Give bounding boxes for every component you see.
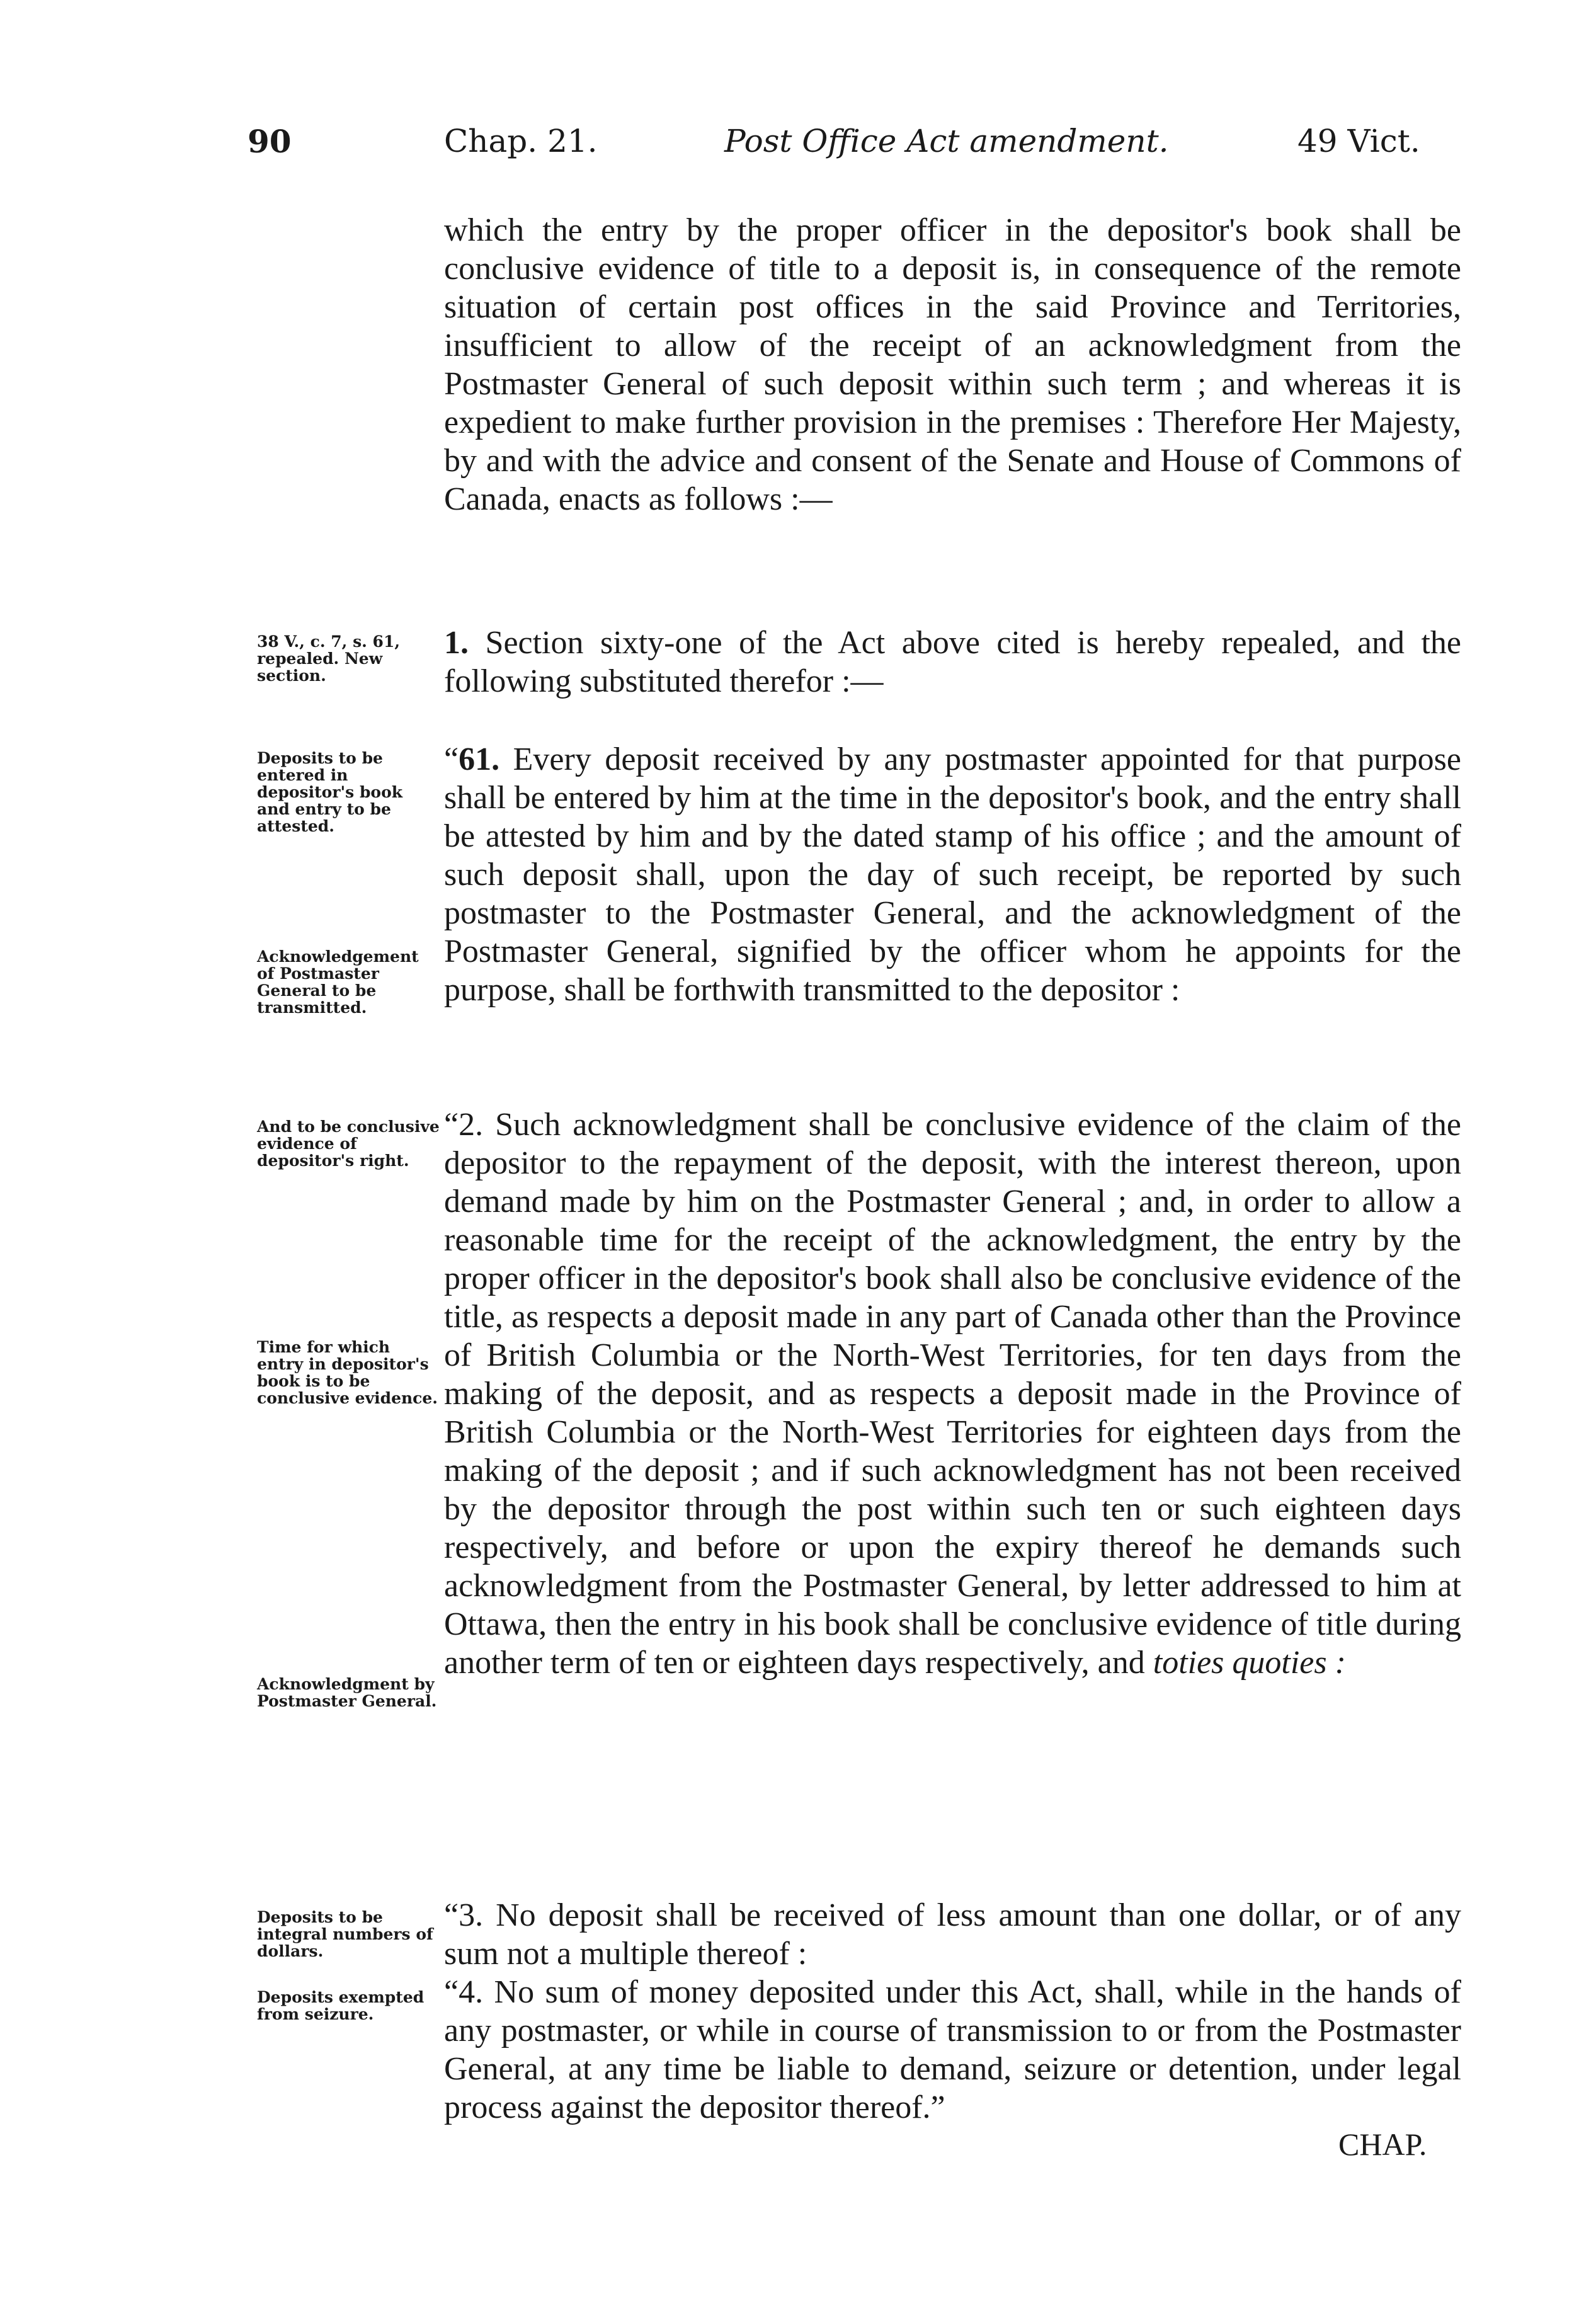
chapter-label: Chap. 21. xyxy=(444,123,598,159)
subsection-text: “2. Such acknowledgment shall be conclusive evidence of the claim of the depositor to the repayment of the deposit, with the interest thereon, upon demand made by him on the Postmaster General ; and, in order to allow a reasonable time for the receipt of the acknowledgment, the entry by the proper officer in the depositor's book shall also be conclusive evidence of the title, as respects a deposit made in any part of Canada other than the Province of British Columbia or the North-West Territories, for ten days from the making of the deposit, and as respects a deposit made in the Province of British Columbia or the North-West Territories for eighteen days from the making of the deposit ; and if such acknowledgment has not been received by the depositor through the post within such ten or such eighteen days respectively, and before or upon the expiry thereof he demands such acknowledgment from the Postmaster General, by letter addressed to him at Ottawa, then the entry in his book shall be conclusive evidence of title during another term of ten or eighteen days respectively, and xyxy=(444,1107,1461,1681)
margin-note-text: Acknowledgment by Postmaster General. xyxy=(257,1675,437,1710)
subsection-3-paragraph xyxy=(444,1896,1461,1973)
margin-note-text: Deposits to be integral numbers of dollars. xyxy=(257,1908,433,1960)
subsection-2-paragraph xyxy=(444,1106,1461,1682)
margin-note-acknowledgement xyxy=(257,948,440,1016)
margin-note-deposits-entered xyxy=(257,750,440,835)
margin-note-integral-dollars xyxy=(257,1909,440,1960)
catchword: CHAP. xyxy=(1338,2127,1427,2162)
margin-note-acknowledgment-by-pmg xyxy=(257,1676,440,1710)
subsection-text: “3. No deposit shall be received of less amount than one dollar, or of any sum not a multiple thereof : xyxy=(444,1897,1461,1972)
section-number: 1. xyxy=(444,625,469,661)
open-quote: “ xyxy=(444,741,459,777)
margin-note-text: And to be conclusive evidence of depositor's right. xyxy=(257,1117,440,1170)
running-title: Post Office Act amendment. xyxy=(724,123,1169,159)
preamble-paragraph xyxy=(444,211,1461,518)
section-1-paragraph xyxy=(444,624,1461,700)
section-61-paragraph xyxy=(444,740,1461,1009)
margin-note-text: Time for which entry in depositor's book is to be conclusive evidence. xyxy=(257,1338,438,1407)
page-number: 90 xyxy=(248,123,292,160)
margin-note-repeal xyxy=(257,633,440,684)
preamble-text: which the entry by the proper officer in the depositor's book shall be conclusive evidence of title to a deposit is, in consequence of the remote situation of certain post offices in the said Province and Territories, insufficient to allow of the receipt of an acknowledgment from the Postmaster General of such deposit within such term ; and whereas it is expedient to make further provision in the premises : Therefore Her Majesty, by and with the advice and consent of the Senate and House of Commons of Canada, enacts as follows :— xyxy=(444,212,1461,517)
margin-note-text: 38 V., c. 7, s. 61, repealed. New section. xyxy=(257,632,401,685)
margin-note-text: Deposits exempted from seizure. xyxy=(257,1988,425,2023)
margin-note-conclusive-evidence xyxy=(257,1118,440,1169)
section-number: 61. xyxy=(459,741,500,777)
margin-note-exempt-seizure xyxy=(257,1989,440,2023)
section-text: Section sixty-one of the Act above cited is hereby repealed, and the following substituted therefor :— xyxy=(444,625,1461,699)
subsection-text: “4. No sum of money deposited under this Act, shall, while in the hands of any postmaster, or while in course of transmission to or from the Postmaster General, at any time be liable to demand, seizure or detention, under legal process against the depositor thereof.” xyxy=(444,1974,1461,2125)
subsection-4-paragraph xyxy=(444,1973,1461,2127)
page-header xyxy=(0,123,1596,180)
margin-note-text: Deposits to be entered in depositor's book and entry to be attested. xyxy=(257,749,403,835)
margin-note-time-for-entry xyxy=(257,1339,440,1407)
section-text: Every deposit received by any postmaster appointed for that purpose shall be entered by him at the time in the depositor's book, and the entry shall be attested by him and by the dated stamp of his office ; and the amount of such deposit shall, upon the day of such receipt, be reported by such postmaster to the Postmaster General, and the acknowledgment of the Postmaster General, signified by the officer whom he appoints for the purpose, shall be forthwith transmitted to the depositor : xyxy=(444,741,1461,1008)
latin-phrase: toties quoties : xyxy=(1153,1645,1346,1681)
reign-label: 49 Vict. xyxy=(1297,123,1420,159)
margin-note-text: Acknowledgement of Postmaster General to be transmitted. xyxy=(257,947,419,1017)
